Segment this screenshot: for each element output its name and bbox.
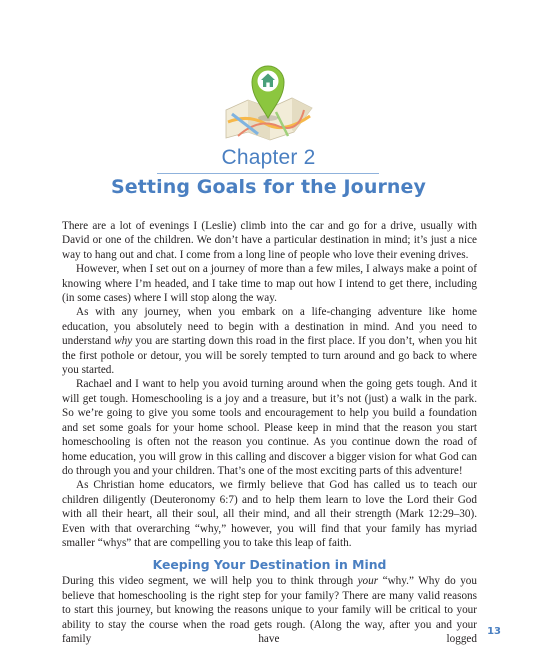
- body-text: [62, 219, 477, 646]
- paragraph: However, when I set out on a journey of more than a few miles, I always make a point of knowing where I’m headed, and I take time to map out how I intend to get there, including (in some cases) where I will stop along the way.: [62, 263, 477, 305]
- chapter-divider: [157, 173, 379, 174]
- page-number: 13: [487, 626, 501, 637]
- emphasis: why: [114, 335, 133, 348]
- chapter-title: Setting Goals for the Journey: [110, 176, 427, 198]
- chapter-label: Chapter 2: [221, 146, 316, 169]
- section-heading: Keeping Your Destination in Mind: [152, 557, 387, 573]
- paragraph: As with any journey, when you embark on a life-changing adventure like home education, you absolutely need to begin with a destination in mind. And you need to understand why you are starting down this road in the first place. If you don’t, when you hit the first pothole or detour, you will be sorely tempted to turn around and go back to where you started.: [62, 306, 477, 377]
- paragraph: Rachael and I want to help you avoid turning around when the going gets tough. And it will get tough. Homeschooling is a joy and a treasure, but it’s not (just) a walk in the park. So we’re going to give you some tools and encouragement to help you build a foundation and set some goals for your home school. Please keep in mind that the reason you start homeschooling is often not the reason you continue. As you continue down the road of home education, you will grow in this calling and discover a bigger vision for what God can do through you and your children. That’s one of the most exciting parts of this adventure!: [62, 378, 477, 477]
- map-pin-home-icon: [218, 52, 318, 142]
- paragraph: There are a lot of evenings I (Leslie) climb into the car and go for a drive, usually with David or one of the children. We don’t have a particular destination in mind; it’s just a nice way to hang out and chat. I come from a long line of people who love their evening drives.: [62, 220, 477, 261]
- emphasis: your: [357, 575, 379, 588]
- paragraph: As Christian home educators, we firmly believe that God has called us to teach our children diligently (Deuteronomy 6:7) and to help them learn to love the Lord their God with all their heart, all their soul, all their mind, and all their strength (Mark 12:29–30). Even with that overarching “why,” however, you will find that your family has myriad smaller “whys” that are compelling you to take this leap of faith.: [62, 479, 477, 549]
- paragraph: During this video segment, we will help you to think through your “why.” Why do you believe that homeschooling is the right step for your family? There are many valid reasons to start this journey, but knowing the reasons unique to your family will be critical to your ability to stay the course when the road gets rough. (Along the way, after you and your family have logged: [62, 575, 477, 645]
